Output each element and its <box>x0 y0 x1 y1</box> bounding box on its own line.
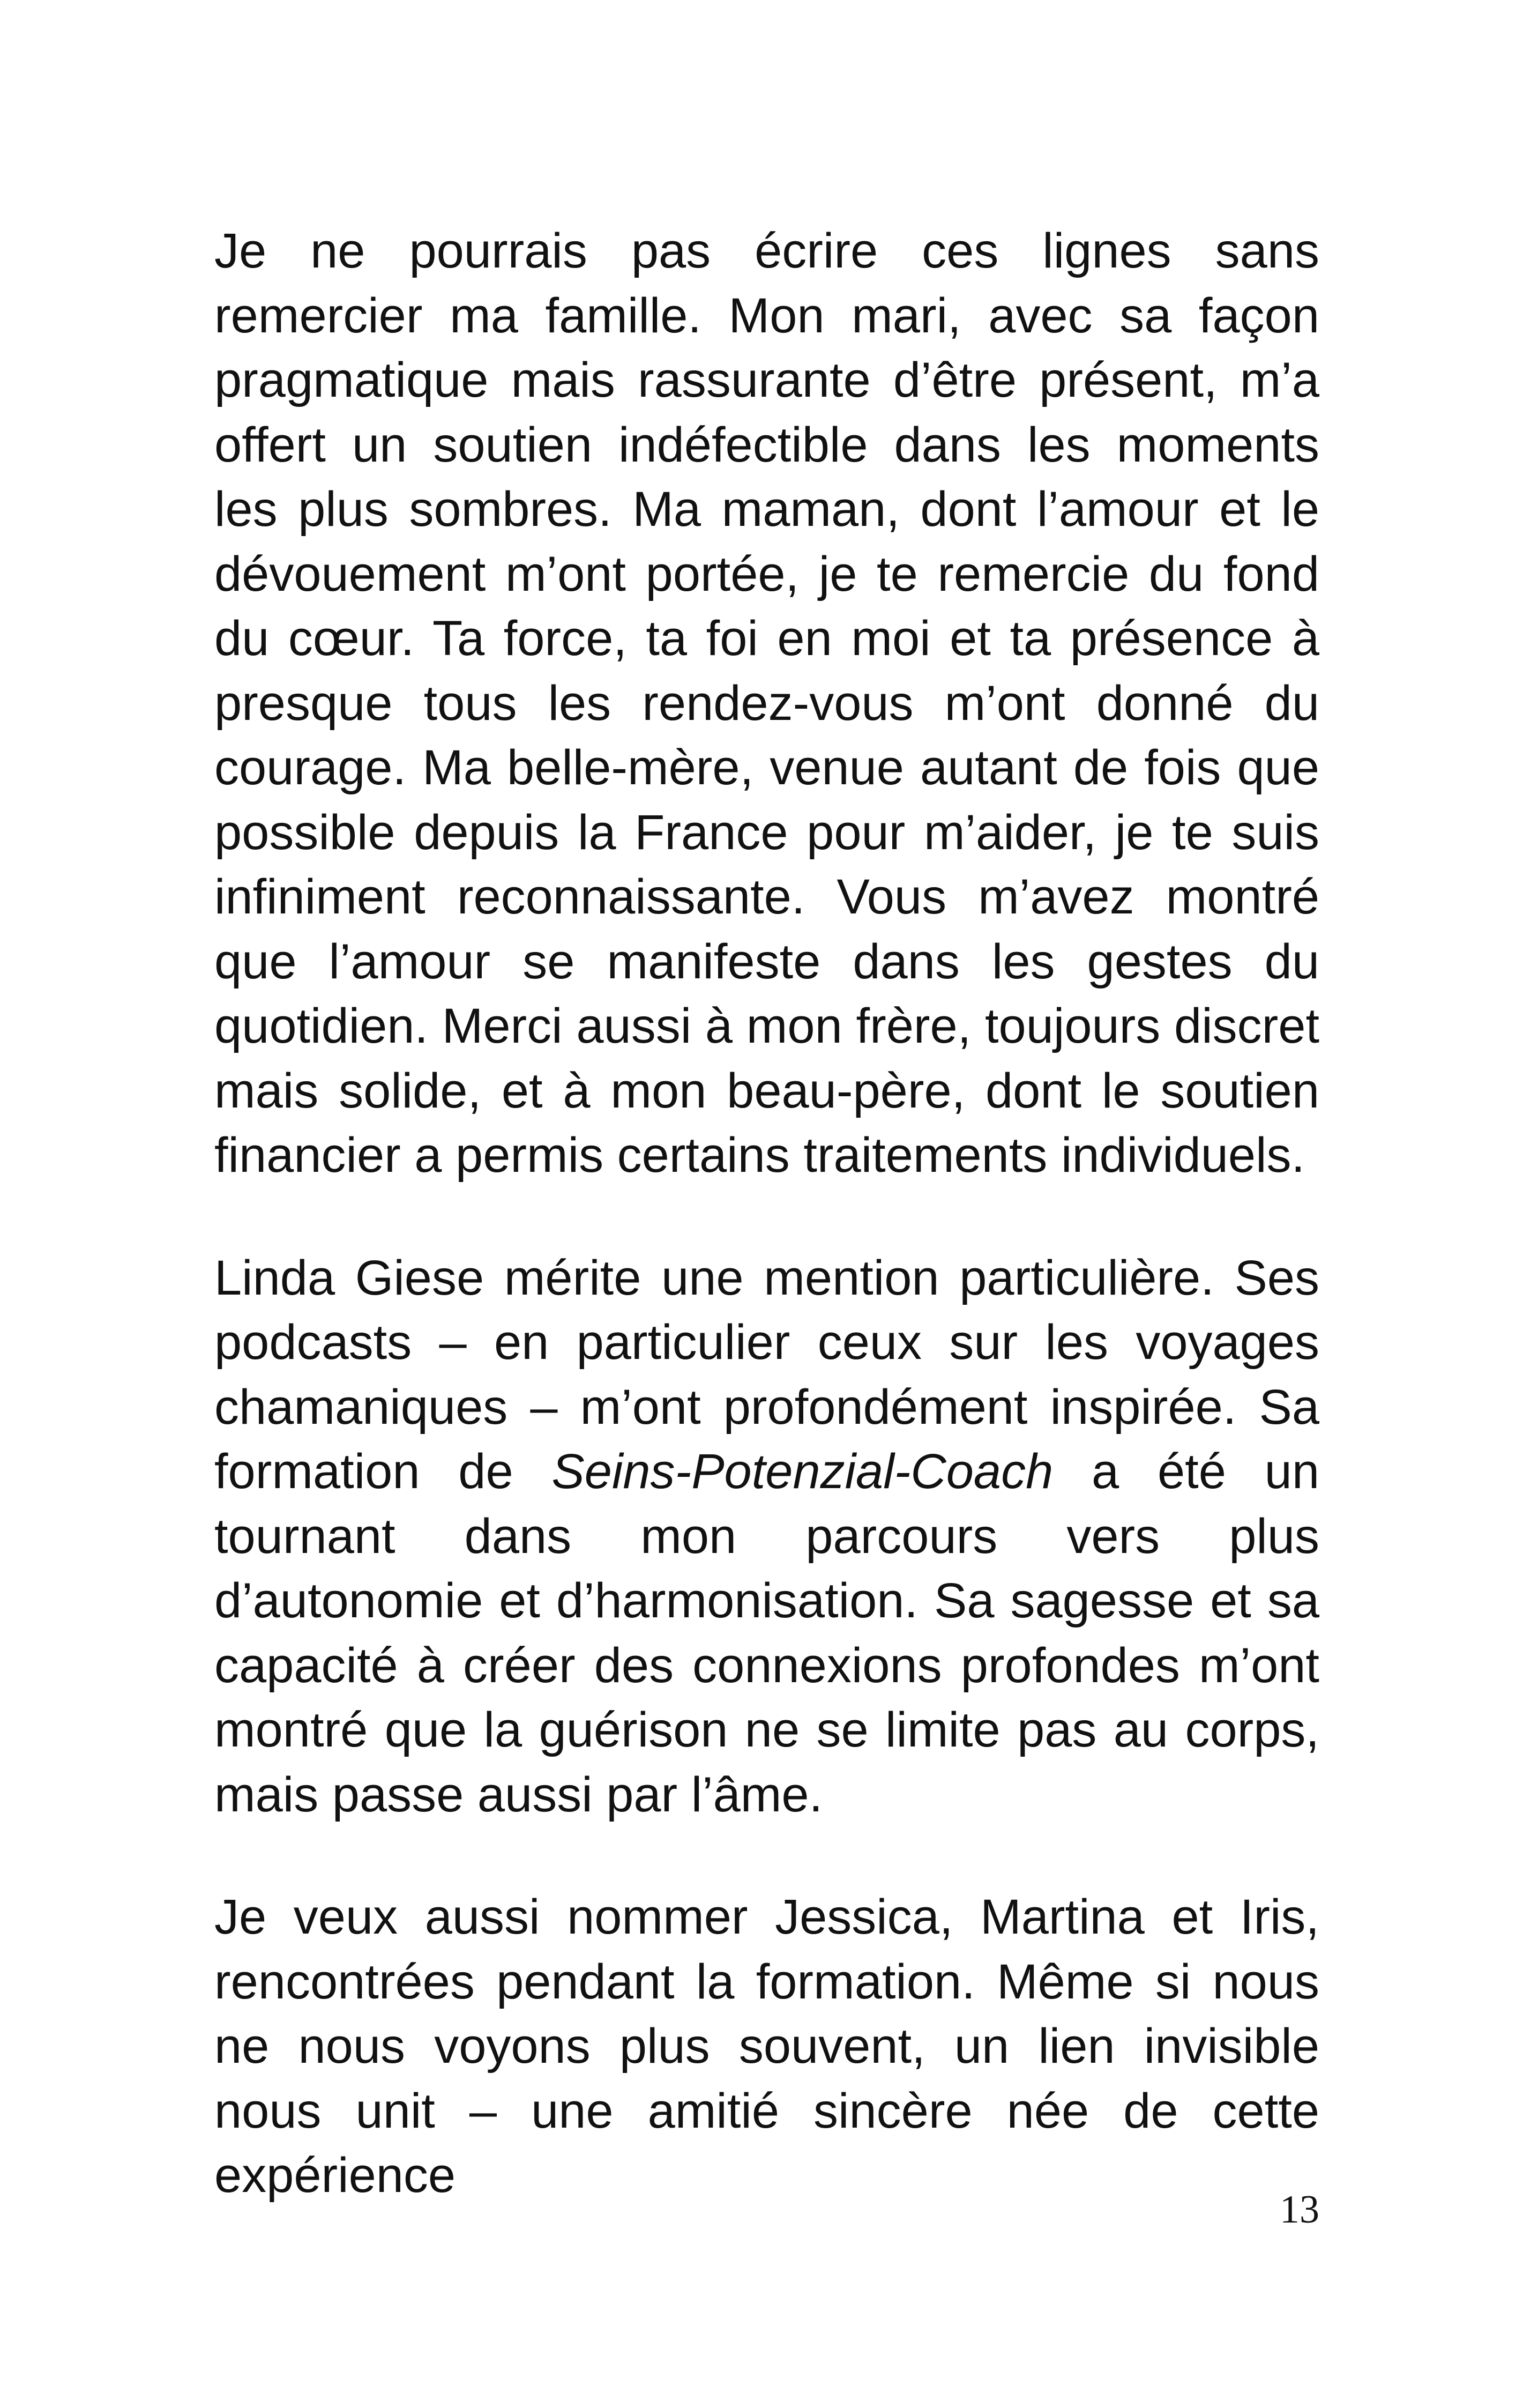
paragraph-friends-text: Je veux aussi nommer Jessica, Martina et Iris, rencontrées pendant la formation. Même si nous ne nous voyons plus souvent, un lien invisible nous unit – une amitié sincère née de cette expérience <box>214 1890 1319 2203</box>
paragraph-family-text: Je ne pourrais pas écrire ces lignes sans remercier ma famille. Mon mari, avec sa façon pragmatique mais rassurante d’être présent, m’a offert un soutien indéfectible dans les moments les plus sombres. Ma maman, dont l’amour et le dévouement m’ont portée, je te remercie du fond du cœur. Ta force, ta foi en moi et ta présence à presque tous les rendez-vous m’ont donné du courage. Ma belle-mère, venue autant de fois que possible depuis la France pour m’aider, je te suis infiniment reconnaissante. Vous m’avez montré que l’amour se manifeste dans les gestes du quotidien. Merci aussi à mon frère, toujours discret mais solide, et à mon beau-père, dont le soutien financier a permis certains traitements individuels. <box>214 224 1319 1183</box>
paragraph-linda-giese <box>214 1246 1319 1827</box>
training-title: Seins-Potenzial-Coach <box>551 1444 1054 1499</box>
paragraph-friends <box>214 1885 1319 2208</box>
page-body <box>214 219 1319 2208</box>
page-number: 13 <box>1280 2188 1319 2232</box>
paragraph-linda-text-start: Linda Giese mérite une mention particulière. Ses podcasts – en particulier ceux sur les voyages chamaniques – m’ont profondément inspirée. Sa formation de <box>214 1250 1319 1499</box>
paragraph-linda-text-end: a été un tournant dans mon parcours vers plus d’autonomie et d’harmonisation. Sa sagesse et sa capacité à créer des connexions profondes m’ont montré que la guérison ne se limite pas au corps, mais passe aussi par l’âme. <box>214 1444 1320 1822</box>
paragraph-family <box>214 219 1319 1188</box>
